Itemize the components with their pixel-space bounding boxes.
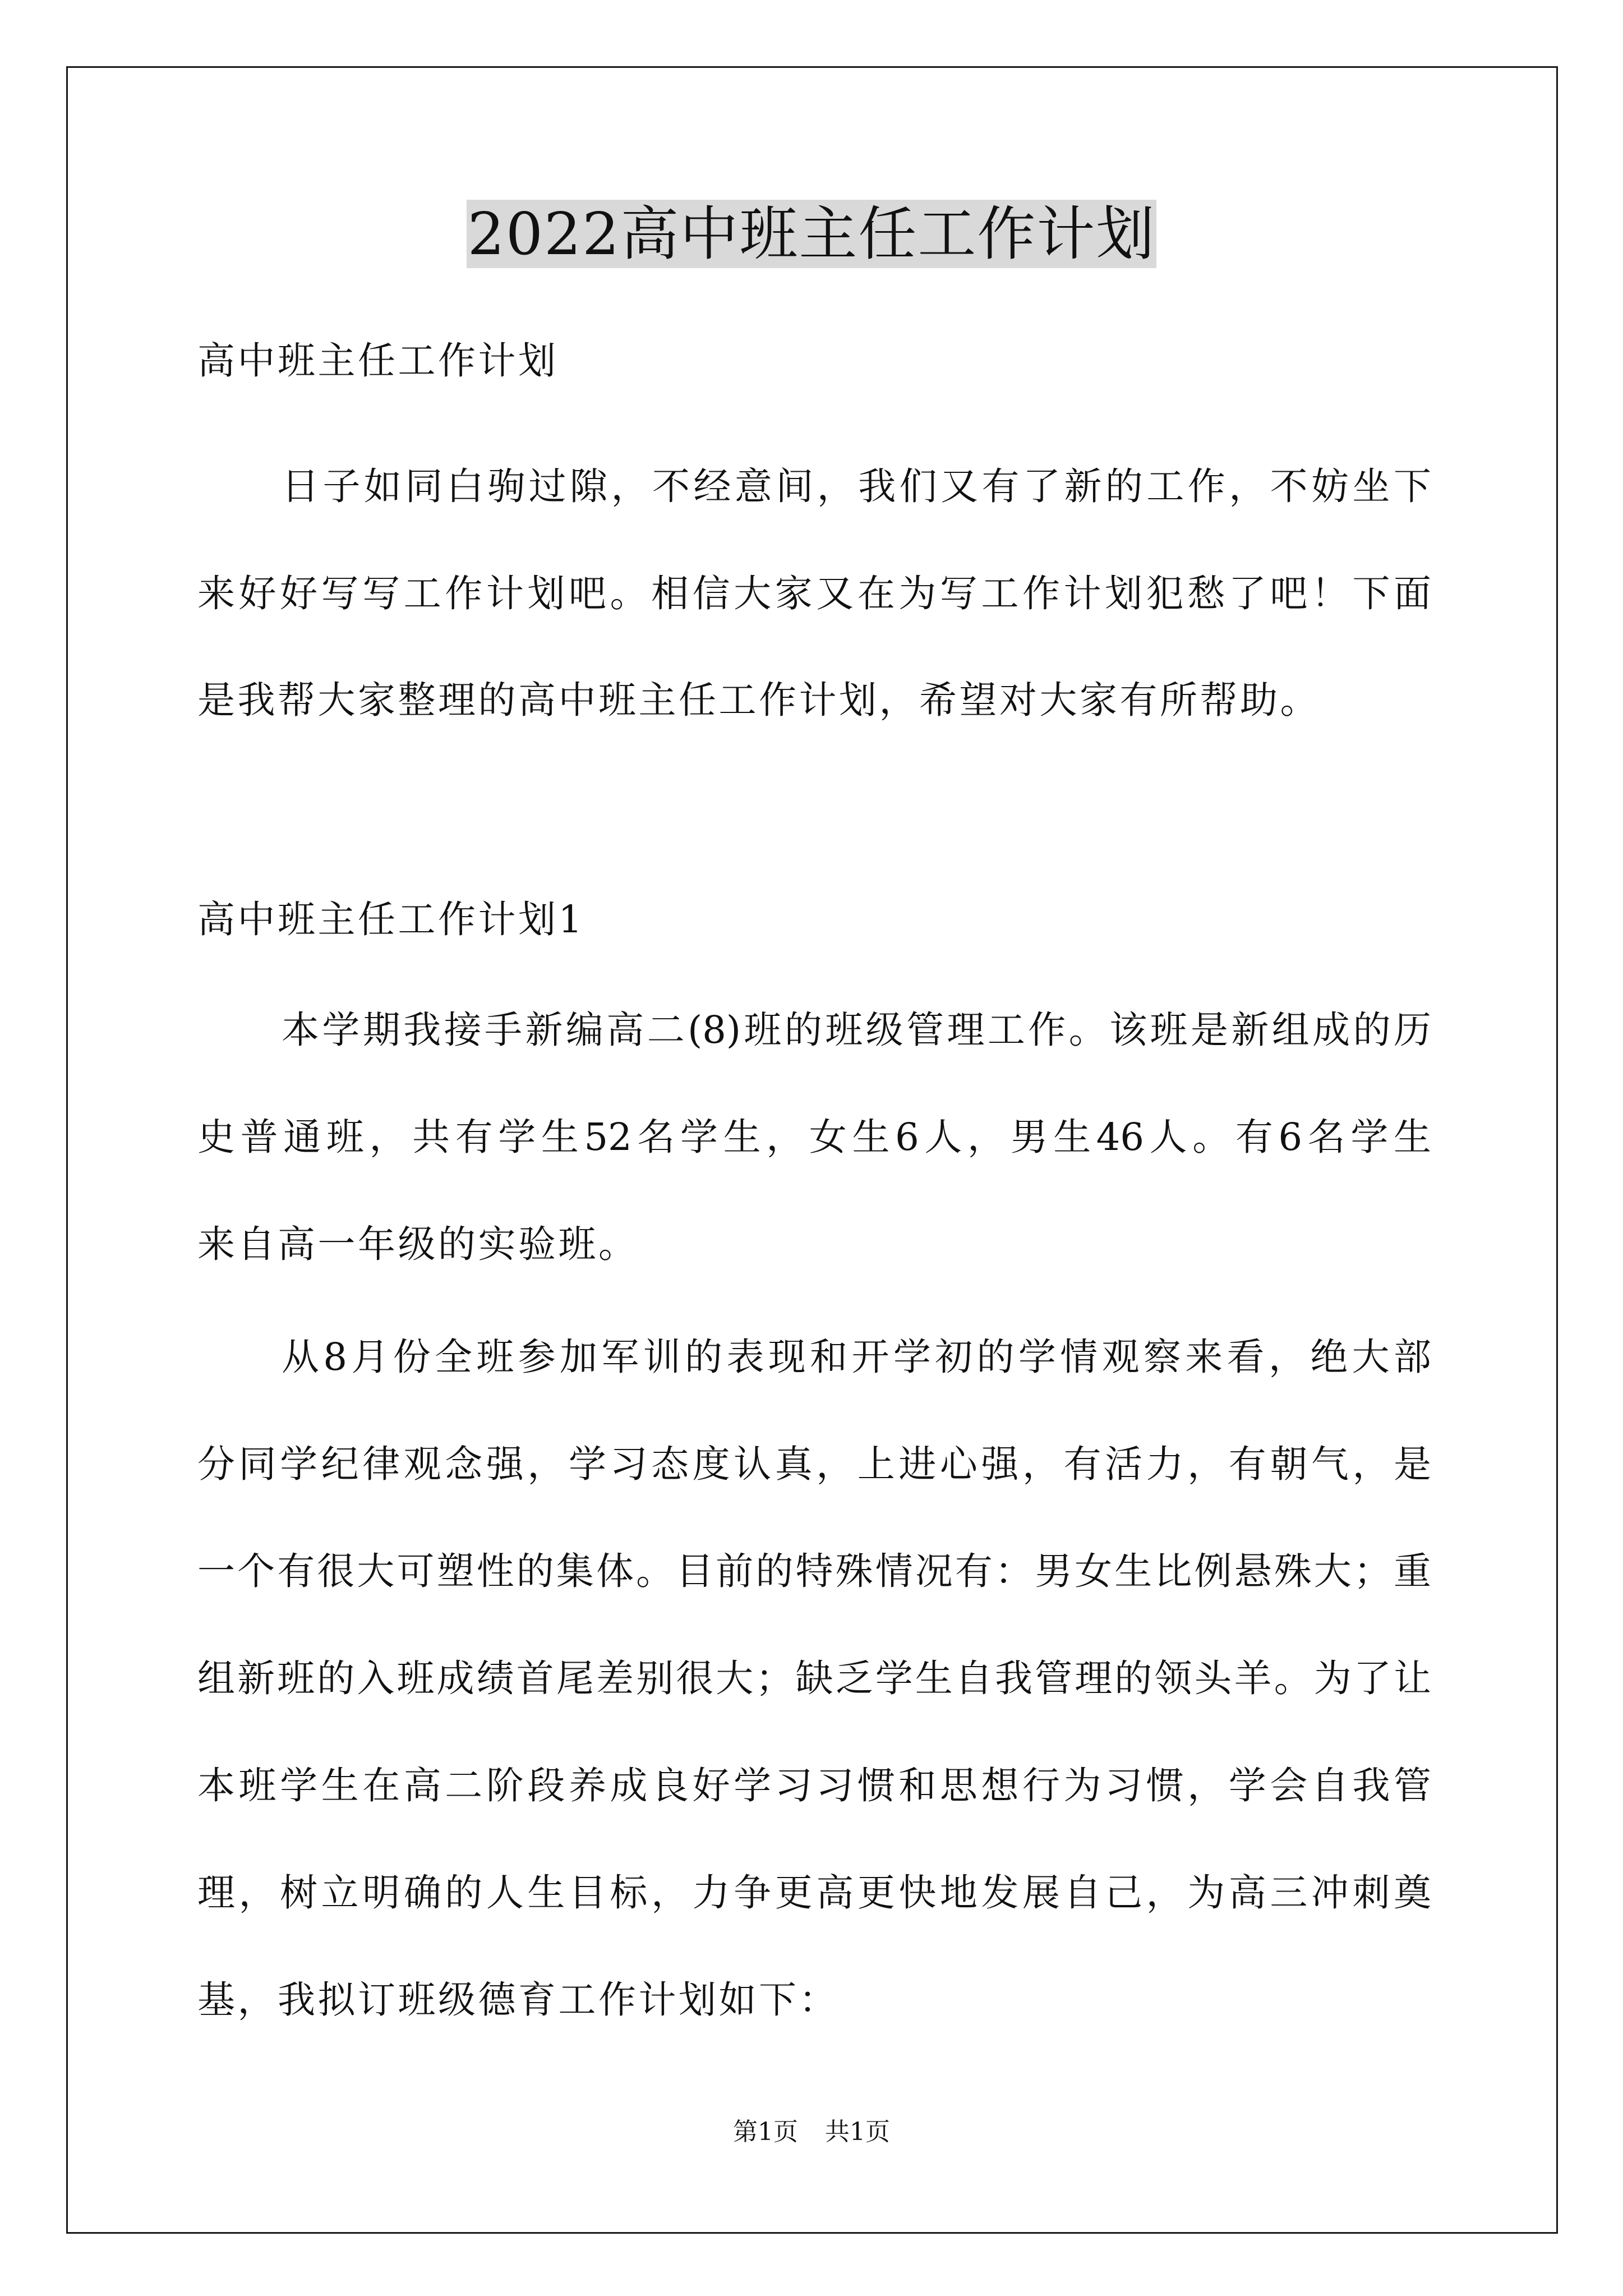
para1-line-2: 史普通班，共有学生52名学生，女生6人，男生46人。有6名学生 — [197, 1115, 1431, 1159]
page-number-total: 共1页 — [825, 2118, 890, 2146]
para1-line-1: 本学期我接手新编高二(8)班的班级管理工作。该班是新组成的历 — [282, 1008, 1431, 1052]
para2-line-3: 一个有很大可塑性的集体。目前的特殊情况有：男女生比例悬殊大；重 — [197, 1549, 1431, 1593]
intro-line-3: 是我帮大家整理的高中班主任工作计划，希望对大家有所帮助。 — [197, 678, 1320, 722]
para2-line-6: 理，树立明确的人生目标，力争更高更快地发展自己，为高三冲刺奠 — [197, 1871, 1431, 1915]
page-number-current: 第1页 — [733, 2118, 798, 2146]
document-title-text: 2022高中班主任工作计划 — [467, 200, 1156, 268]
para1-line-3: 来自高一年级的实验班。 — [197, 1222, 639, 1266]
section-heading: 高中班主任工作计划1 — [197, 898, 585, 941]
para2-line-4: 组新班的入班成绩首尾差别很大；缺乏学生自我管理的领头羊。为了让 — [197, 1657, 1431, 1700]
para2-line-1: 从8月份全班参加军训的表现和开学初的学情观察来看，绝大部 — [282, 1335, 1431, 1379]
intro-heading: 高中班主任工作计划 — [197, 339, 559, 383]
para2-line-5: 本班学生在高二阶段养成良好学习习惯和思想行为习惯，学会自我管 — [197, 1764, 1431, 1807]
para2-line-7: 基，我拟订班级德育工作计划如下： — [197, 1978, 839, 2022]
intro-line-1: 日子如同白驹过隙，不经意间，我们又有了新的工作，不妨坐下 — [282, 464, 1431, 508]
page-footer — [0, 2116, 1623, 2148]
para2-line-2: 分同学纪律观念强，学习态度认真，上进心强，有活力，有朝气，是 — [197, 1442, 1431, 1486]
intro-line-2: 来好好写写工作计划吧。相信大家又在为写工作计划犯愁了吧！下面 — [197, 572, 1431, 615]
document-title — [0, 197, 1623, 270]
